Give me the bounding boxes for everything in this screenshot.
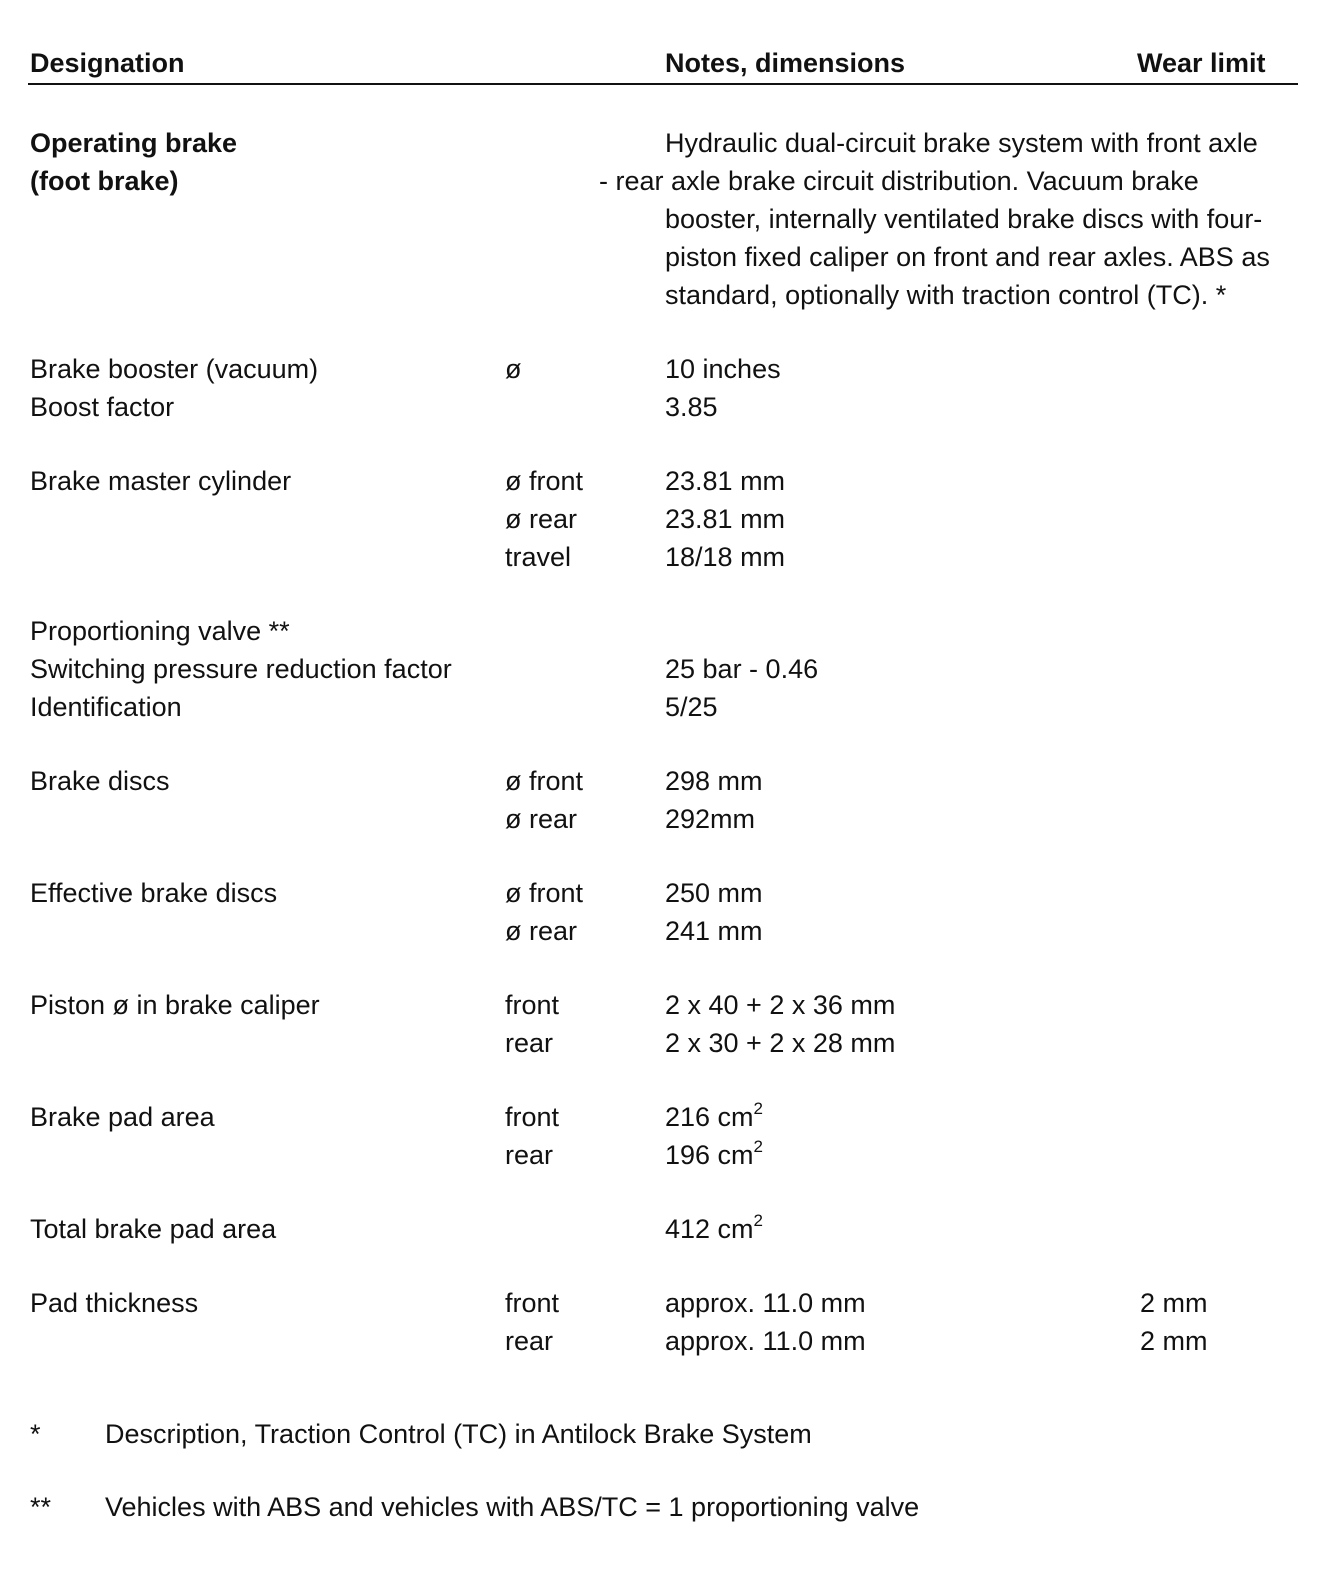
pad-thickness-front-sub: front xyxy=(505,1288,560,1318)
total-pad-value xyxy=(665,1210,763,1248)
footnote-1-mark: * xyxy=(30,1419,41,1449)
identification-value: 5/25 xyxy=(665,692,718,722)
booster-sub: ø xyxy=(505,354,522,384)
master-cylinder-front-sub: ø front xyxy=(505,466,584,496)
header-rule xyxy=(28,83,1298,85)
pad-area-front-sub: front xyxy=(505,1102,560,1132)
discs-front-sub: ø front xyxy=(505,766,584,796)
total-pad-exponent: 2 xyxy=(753,1211,764,1230)
footnote-1-text: Description, Traction Control (TC) in Antilock Brake System xyxy=(105,1419,812,1449)
pad-area-rear-exponent: 2 xyxy=(753,1137,764,1156)
master-cylinder-travel-value: 18/18 mm xyxy=(665,542,786,572)
pad-thickness-rear-limit: 2 mm xyxy=(1140,1326,1208,1356)
switching-value: 25 bar - 0.46 xyxy=(665,654,819,684)
identification-label: Identification xyxy=(30,692,182,722)
piston-rear-sub: rear xyxy=(505,1028,554,1058)
boost-factor-label: Boost factor xyxy=(30,392,175,422)
footnote-2-mark: ** xyxy=(30,1492,52,1522)
piston-front-value: 2 x 40 + 2 x 36 mm xyxy=(665,990,896,1020)
eff-discs-front-sub: ø front xyxy=(505,878,584,908)
master-cylinder-front-value: 23.81 mm xyxy=(665,466,786,496)
pad-thickness-rear-value: approx. 11.0 mm xyxy=(665,1326,866,1356)
pad-area-front-exponent: 2 xyxy=(753,1099,764,1118)
switching-label: Switching pressure reduction factor xyxy=(30,654,452,684)
total-pad-number: 412 cm xyxy=(665,1214,754,1244)
master-cylinder-rear-value: 23.81 mm xyxy=(665,504,786,534)
operating-brake-description xyxy=(599,124,1275,314)
discs-rear-sub: ø rear xyxy=(505,804,578,834)
operating-brake-subtitle: (foot brake) xyxy=(30,166,179,196)
pad-area-front-value xyxy=(665,1098,763,1136)
piston-front-sub: front xyxy=(505,990,560,1020)
eff-discs-rear-sub: ø rear xyxy=(505,916,578,946)
pad-area-rear-value xyxy=(665,1136,763,1174)
description-line: - rear axle brake circuit distribution. Vacuum brake xyxy=(599,166,1199,196)
description-line: piston fixed caliper on front and rear axles. ABS as xyxy=(665,242,1270,272)
master-cylinder-label: Brake master cylinder xyxy=(30,466,292,496)
discs-label: Brake discs xyxy=(30,766,170,796)
description-line: Hydraulic dual-circuit brake system with front axle xyxy=(665,128,1258,158)
footnote-2-text: Vehicles with ABS and vehicles with ABS/TC = 1 proportioning valve xyxy=(105,1492,920,1522)
discs-front-value: 298 mm xyxy=(665,766,763,796)
header-wear-limit: Wear limit xyxy=(1137,48,1266,78)
master-cylinder-travel-sub: travel xyxy=(505,542,572,572)
description-line: booster, internally ventilated brake discs with four- xyxy=(665,204,1263,234)
master-cylinder-rear-sub: ø rear xyxy=(505,504,578,534)
pad-area-front-number: 216 cm xyxy=(665,1102,754,1132)
header-designation: Designation xyxy=(30,48,185,78)
pad-area-rear-number: 196 cm xyxy=(665,1140,754,1170)
description-line: standard, optionally with traction control (TC). * xyxy=(665,280,1227,310)
pad-thickness-label: Pad thickness xyxy=(30,1288,199,1318)
operating-brake-title: Operating brake xyxy=(30,128,238,158)
pad-thickness-rear-sub: rear xyxy=(505,1326,554,1356)
header-notes: Notes, dimensions xyxy=(665,48,906,78)
eff-discs-rear-value: 241 mm xyxy=(665,916,763,946)
eff-discs-label: Effective brake discs xyxy=(30,878,278,908)
boost-factor-value: 3.85 xyxy=(665,392,718,422)
pad-thickness-front-limit: 2 mm xyxy=(1140,1288,1208,1318)
total-pad-label: Total brake pad area xyxy=(30,1214,277,1244)
discs-rear-value: 292mm xyxy=(665,804,756,834)
prop-valve-label: Proportioning valve ** xyxy=(30,616,290,646)
pad-area-label: Brake pad area xyxy=(30,1102,215,1132)
piston-label: Piston ø in brake caliper xyxy=(30,990,320,1020)
eff-discs-front-value: 250 mm xyxy=(665,878,763,908)
booster-label: Brake booster (vacuum) xyxy=(30,354,319,384)
pad-area-rear-sub: rear xyxy=(505,1140,554,1170)
piston-rear-value: 2 x 30 + 2 x 28 mm xyxy=(665,1028,896,1058)
pad-thickness-front-value: approx. 11.0 mm xyxy=(665,1288,866,1318)
booster-value: 10 inches xyxy=(665,354,781,384)
